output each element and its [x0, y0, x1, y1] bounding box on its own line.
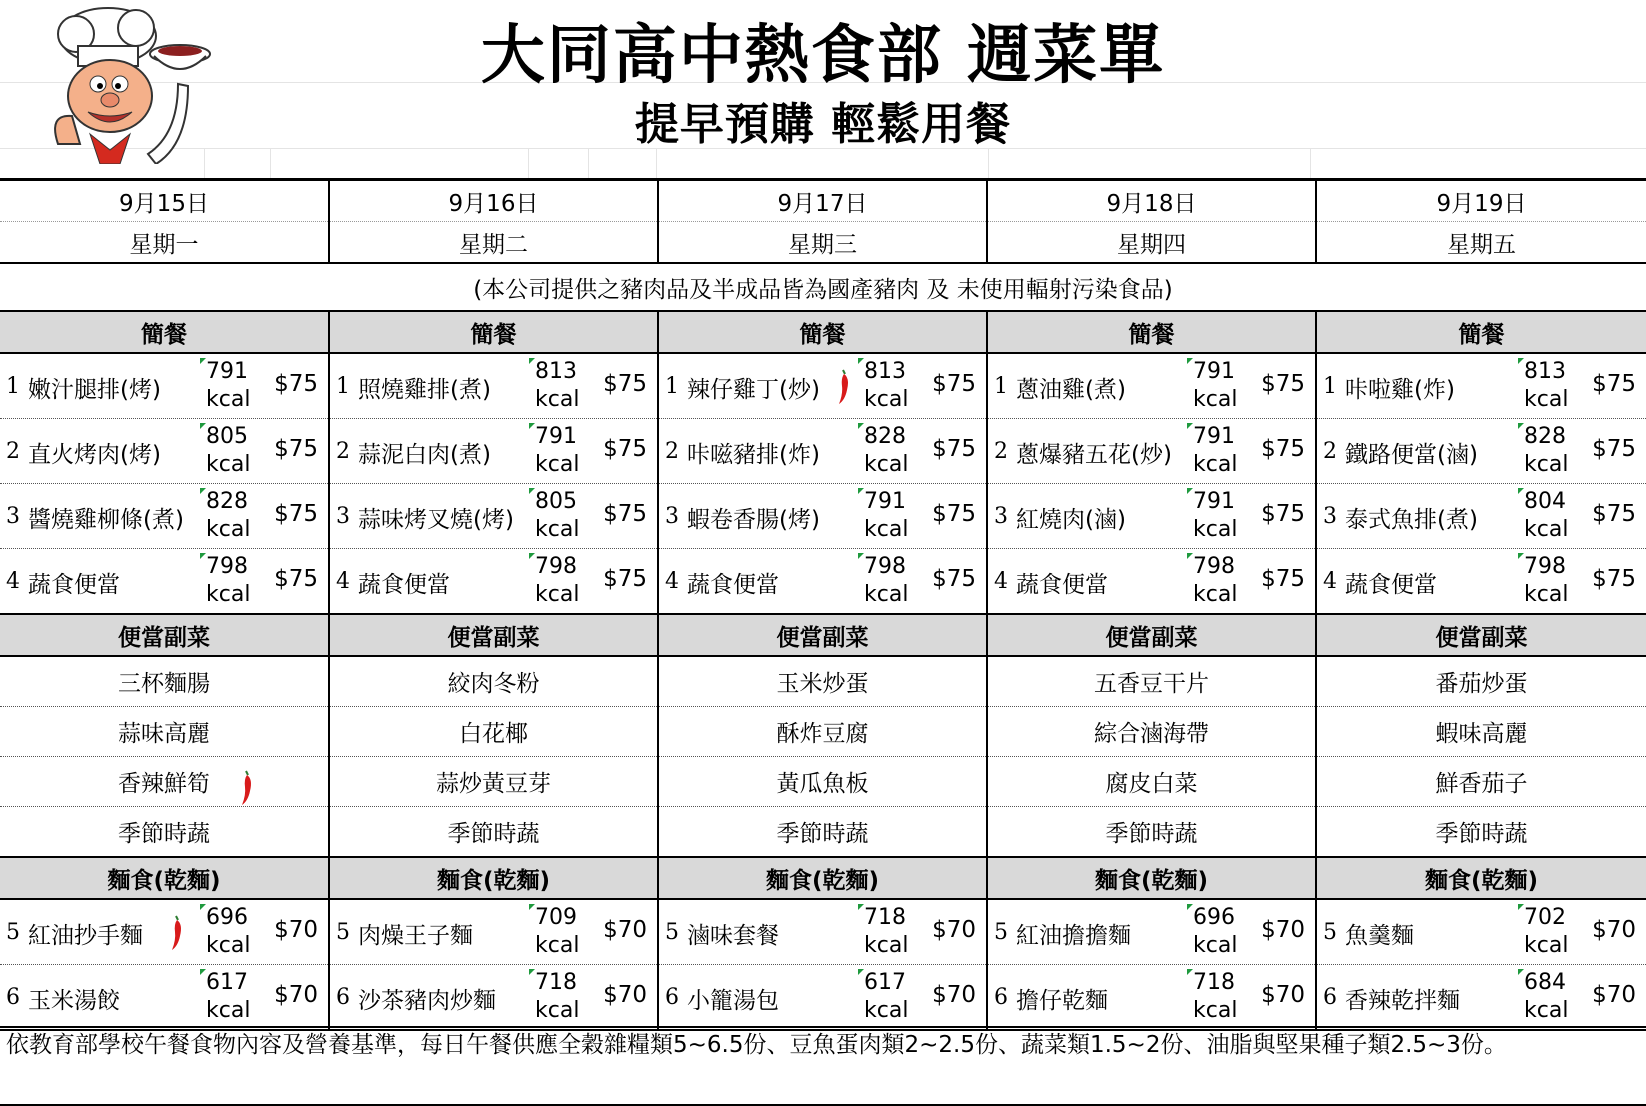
item-calories: 813 kcal [864, 358, 916, 414]
item-calories: 617 kcal [206, 969, 258, 1025]
grid-line [270, 148, 271, 178]
section-header-sides: 便當副菜 [0, 614, 329, 656]
section-header-noodles: 麵食(乾麵) [987, 857, 1316, 899]
item-number: 6 [994, 985, 1008, 1010]
item-price: $75 [1592, 371, 1636, 397]
item-name: 蒜味烤叉燒(烤) [358, 507, 514, 533]
item-number: 4 [994, 569, 1008, 594]
item-number: 1 [6, 374, 20, 399]
item-number: 1 [994, 374, 1008, 399]
date-cell: 9月16日 [329, 180, 658, 222]
item-price: $75 [932, 501, 976, 527]
item-number: 2 [336, 439, 350, 464]
weekday-cell: 星期三 [658, 222, 987, 264]
item-number: 4 [665, 569, 679, 594]
menu-item [1316, 965, 1646, 1031]
item-price: $75 [1261, 436, 1305, 462]
item-price: $70 [603, 982, 647, 1008]
chili-pepper-icon [837, 368, 851, 406]
menu-item [1316, 899, 1646, 965]
item-name: 玉米湯餃 [28, 988, 120, 1014]
item-price: $75 [932, 436, 976, 462]
grid-line [1310, 148, 1311, 178]
item-price: $75 [274, 436, 318, 462]
menu-item [0, 899, 329, 965]
section-header-noodles: 麵食(乾麵) [0, 857, 329, 899]
item-number: 3 [6, 504, 20, 529]
item-price: $70 [932, 917, 976, 943]
section-header-sides: 便當副菜 [1316, 614, 1646, 656]
item-calories: 798 kcal [864, 553, 916, 609]
item-price: $75 [1592, 501, 1636, 527]
nutrition-footnote: 依教育部學校午餐食物內容及營養基準，每日午餐供應全穀雜糧類5~6.5份、豆魚蛋肉類2~2.5份、蔬菜類1.5~2份、油脂與堅果種子類2.5~3份。 [6, 1032, 1507, 1058]
item-number: 2 [665, 439, 679, 464]
item-price: $70 [274, 982, 318, 1008]
item-calories: 791 kcal [1193, 488, 1245, 544]
item-number: 3 [665, 504, 679, 529]
menu-item [0, 353, 329, 419]
item-calories: 813 kcal [535, 358, 587, 414]
side-dish: 黃瓜魚板 [658, 757, 987, 807]
item-calories: 805 kcal [206, 423, 258, 479]
side-dish: 五香豆干片 [987, 656, 1316, 707]
item-name: 滷味套餐 [687, 923, 779, 949]
item-number: 5 [994, 920, 1008, 945]
pork-notice: (本公司提供之豬肉品及半成品皆為國產豬肉 及 未使用輻射污染食品) [0, 263, 1646, 311]
side-dish: 白花椰 [329, 707, 658, 757]
menu-item [1316, 549, 1646, 615]
section-header-sides: 便當副菜 [658, 614, 987, 656]
item-name: 直火烤肉(烤) [28, 442, 161, 468]
menu-item [0, 419, 329, 484]
side-dish: 絞肉冬粉 [329, 656, 658, 707]
menu-item [1316, 484, 1646, 549]
item-price: $70 [274, 917, 318, 943]
side-dish: 蒜炒黃豆芽 [329, 757, 658, 807]
item-calories: 798 kcal [535, 553, 587, 609]
item-name: 咔嗞豬排(炸) [687, 442, 820, 468]
section-header-sides: 便當副菜 [329, 614, 658, 656]
date-cell: 9月17日 [658, 180, 987, 222]
item-price: $75 [274, 371, 318, 397]
item-price: $70 [932, 982, 976, 1008]
item-number: 5 [665, 920, 679, 945]
chili-pepper-icon [170, 914, 184, 952]
item-price: $70 [1261, 917, 1305, 943]
section-header-meals: 簡餐 [987, 311, 1316, 353]
menu-item [329, 353, 658, 419]
menu-item [987, 484, 1316, 549]
menu-item [658, 353, 987, 419]
menu-item [658, 419, 987, 484]
item-name: 魚羹麵 [1345, 923, 1414, 949]
menu-item [329, 899, 658, 965]
item-calories: 791 kcal [864, 488, 916, 544]
item-calories: 696 kcal [1193, 904, 1245, 960]
side-dish: 季節時蔬 [987, 807, 1316, 858]
item-number: 2 [6, 439, 20, 464]
menu-item [329, 549, 658, 615]
chili-pepper-icon [240, 769, 254, 807]
item-name: 辣仔雞丁(炒) [687, 377, 820, 403]
section-header-noodles: 麵食(乾麵) [658, 857, 987, 899]
item-number: 3 [994, 504, 1008, 529]
item-calories: 828 kcal [864, 423, 916, 479]
section-header-sides: 便當副菜 [987, 614, 1316, 656]
menu-item [658, 899, 987, 965]
item-price: $75 [1592, 436, 1636, 462]
item-calories: 718 kcal [535, 969, 587, 1025]
side-dish: 玉米炒蛋 [658, 656, 987, 707]
menu-item [329, 965, 658, 1031]
item-number: 5 [6, 920, 20, 945]
item-number: 6 [1323, 985, 1337, 1010]
item-name: 小籠湯包 [687, 988, 779, 1014]
item-calories: 718 kcal [864, 904, 916, 960]
item-calories: 684 kcal [1524, 969, 1576, 1025]
grid-line [528, 148, 529, 178]
item-price: $75 [274, 566, 318, 592]
item-number: 1 [336, 374, 350, 399]
weekly-menu-table [0, 178, 1646, 1031]
item-name: 蔥油雞(煮) [1016, 377, 1126, 403]
menu-item [658, 549, 987, 615]
section-header-meals: 簡餐 [0, 311, 329, 353]
item-number: 5 [336, 920, 350, 945]
side-dish: 季節時蔬 [1316, 807, 1646, 858]
item-number: 4 [6, 569, 20, 594]
menu-item [329, 419, 658, 484]
item-price: $75 [603, 436, 647, 462]
item-price: $75 [274, 501, 318, 527]
item-calories: 791 kcal [1193, 358, 1245, 414]
side-dish: 鮮香茄子 [1316, 757, 1646, 807]
item-calories: 718 kcal [1193, 969, 1245, 1025]
item-price: $75 [932, 566, 976, 592]
item-number: 3 [336, 504, 350, 529]
item-name: 咔啦雞(炸) [1345, 377, 1455, 403]
item-calories: 791 kcal [1193, 423, 1245, 479]
menu-item [987, 965, 1316, 1031]
side-dish: 蒜味高麗 [0, 707, 329, 757]
item-name: 蝦卷香腸(烤) [687, 507, 820, 533]
item-calories: 702 kcal [1524, 904, 1576, 960]
item-calories: 798 kcal [1193, 553, 1245, 609]
item-number: 1 [665, 374, 679, 399]
section-header-noodles: 麵食(乾麵) [329, 857, 658, 899]
item-name: 蔬食便當 [687, 572, 779, 598]
item-name: 醬燒雞柳條(煮) [28, 507, 184, 533]
item-price: $70 [603, 917, 647, 943]
menu-item [0, 484, 329, 549]
item-price: $75 [603, 501, 647, 527]
item-name: 鐵路便當(滷) [1345, 442, 1478, 468]
menu-item [987, 899, 1316, 965]
item-price: $75 [603, 566, 647, 592]
item-number: 4 [336, 569, 350, 594]
item-calories: 813 kcal [1524, 358, 1576, 414]
item-name: 紅油擔擔麵 [1016, 923, 1131, 949]
item-calories: 791 kcal [206, 358, 258, 414]
side-dish: 番茄炒蛋 [1316, 656, 1646, 707]
item-name: 蔬食便當 [1016, 572, 1108, 598]
item-number: 3 [1323, 504, 1337, 529]
item-name: 泰式魚排(煮) [1345, 507, 1478, 533]
side-dish: 季節時蔬 [0, 807, 329, 858]
side-dish: 三杯麵腸 [0, 656, 329, 707]
item-calories: 805 kcal [535, 488, 587, 544]
item-name: 紅燒肉(滷) [1016, 507, 1126, 533]
item-number: 2 [1323, 439, 1337, 464]
weekday-cell: 星期一 [0, 222, 329, 264]
item-price: $75 [932, 371, 976, 397]
date-cell: 9月19日 [1316, 180, 1646, 222]
menu-item [987, 549, 1316, 615]
item-price: $75 [1261, 371, 1305, 397]
weekday-cell: 星期四 [987, 222, 1316, 264]
menu-item [658, 965, 987, 1031]
menu-item [0, 965, 329, 1031]
item-name: 肉燥王子麵 [358, 923, 473, 949]
item-calories: 709 kcal [535, 904, 587, 960]
page-title: 大同高中熱食部 週菜單 [480, 19, 1166, 93]
item-name: 蔬食便當 [358, 572, 450, 598]
menu-item [1316, 353, 1646, 419]
menu-item [329, 484, 658, 549]
item-price: $70 [1261, 982, 1305, 1008]
item-number: 5 [1323, 920, 1337, 945]
menu-item [1316, 419, 1646, 484]
item-name: 蔬食便當 [1345, 572, 1437, 598]
section-header-meals: 簡餐 [329, 311, 658, 353]
item-number: 1 [1323, 374, 1337, 399]
menu-item [0, 549, 329, 615]
section-header-meals: 簡餐 [658, 311, 987, 353]
item-calories: 828 kcal [1524, 423, 1576, 479]
item-name: 蒜泥白肉(煮) [358, 442, 491, 468]
side-dish: 蝦味高麗 [1316, 707, 1646, 757]
item-calories: 617 kcal [864, 969, 916, 1025]
item-price: $75 [1592, 566, 1636, 592]
item-name: 沙茶豬肉炒麵 [358, 988, 496, 1014]
item-price: $75 [1261, 501, 1305, 527]
item-name: 紅油抄手麵 [28, 923, 143, 949]
page-subtitle: 提早預購 輕鬆用餐 [634, 99, 1012, 150]
side-dish: 綜合滷海帶 [987, 707, 1316, 757]
item-price: $70 [1592, 982, 1636, 1008]
date-cell: 9月15日 [0, 180, 329, 222]
section-header-noodles: 麵食(乾麵) [1316, 857, 1646, 899]
weekday-cell: 星期五 [1316, 222, 1646, 264]
menu-item [987, 353, 1316, 419]
side-dish: 香辣鮮筍 [0, 757, 329, 807]
item-number: 4 [1323, 569, 1337, 594]
menu-item [987, 419, 1316, 484]
item-calories: 804 kcal [1524, 488, 1576, 544]
item-calories: 798 kcal [206, 553, 258, 609]
item-calories: 696 kcal [206, 904, 258, 960]
item-name: 香辣乾拌麵 [1345, 988, 1460, 1014]
grid-line [588, 148, 589, 178]
item-name: 擔仔乾麵 [1016, 988, 1108, 1014]
item-price: $75 [1261, 566, 1305, 592]
date-cell: 9月18日 [987, 180, 1316, 222]
item-number: 6 [336, 985, 350, 1010]
side-dish: 季節時蔬 [658, 807, 987, 858]
item-calories: 828 kcal [206, 488, 258, 544]
menu-item [658, 484, 987, 549]
item-name: 蔬食便當 [28, 572, 120, 598]
item-name: 照燒雞排(煮) [358, 377, 491, 403]
weekday-cell: 星期二 [329, 222, 658, 264]
side-dish: 腐皮白菜 [987, 757, 1316, 807]
section-header-meals: 簡餐 [1316, 311, 1646, 353]
item-number: 2 [994, 439, 1008, 464]
item-number: 6 [665, 985, 679, 1010]
item-calories: 791 kcal [535, 423, 587, 479]
side-dish: 季節時蔬 [329, 807, 658, 858]
item-name: 嫩汁腿排(烤) [28, 377, 161, 403]
item-price: $75 [603, 371, 647, 397]
item-price: $70 [1592, 917, 1636, 943]
item-calories: 798 kcal [1524, 553, 1576, 609]
grid-line [656, 148, 657, 178]
side-dish: 酥炸豆腐 [658, 707, 987, 757]
item-name: 蔥爆豬五花(炒) [1016, 442, 1172, 468]
grid-line [988, 148, 989, 178]
item-number: 6 [6, 985, 20, 1010]
